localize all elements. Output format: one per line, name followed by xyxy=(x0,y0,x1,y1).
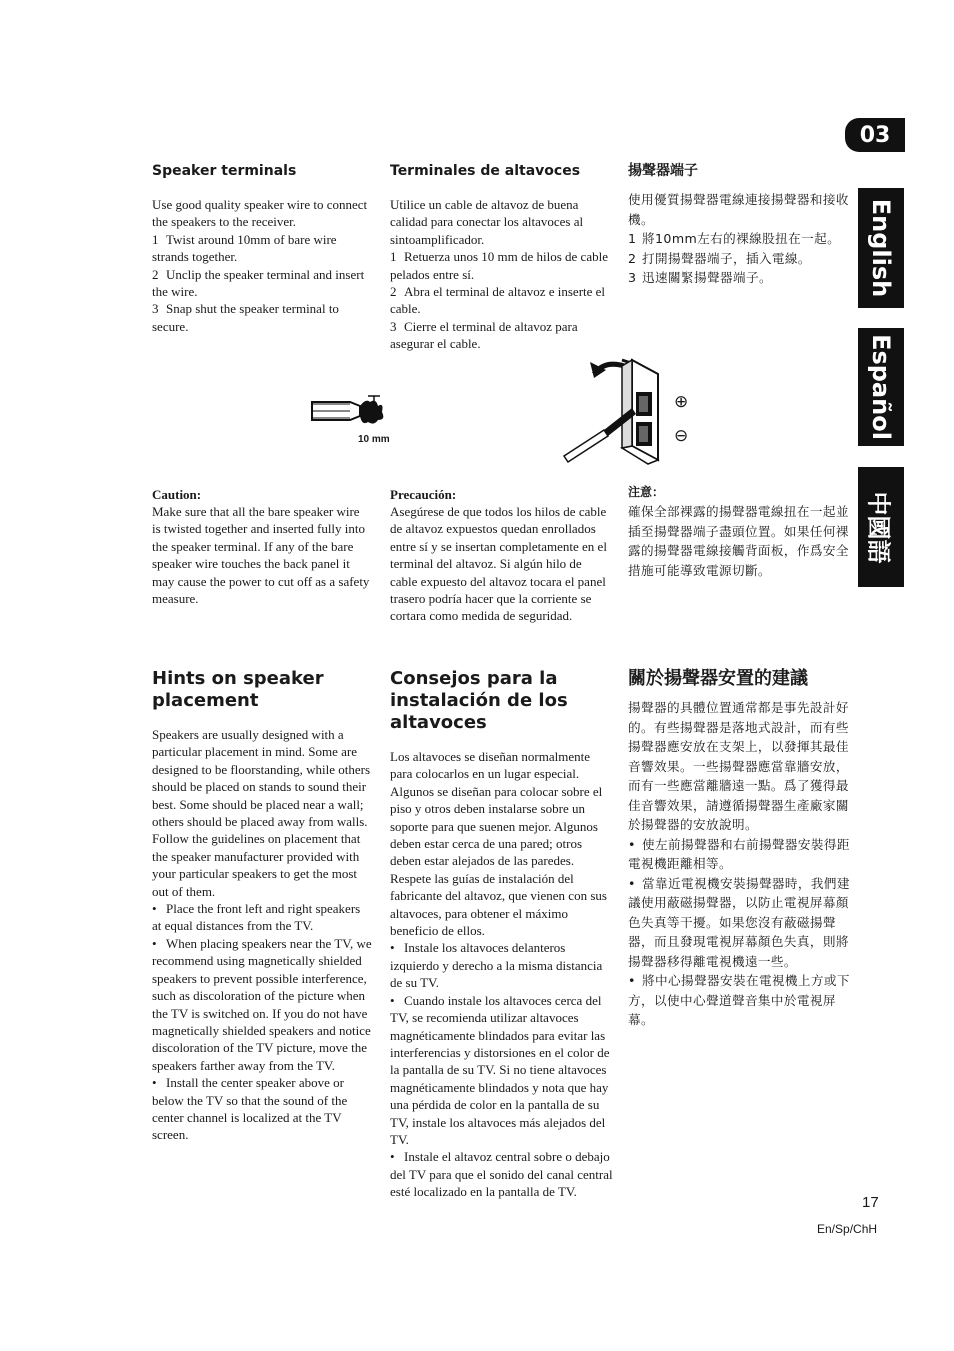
bullet-text: Place the front left and right speakers at equal distances from the TV. xyxy=(152,901,361,934)
tab-english-label: English xyxy=(867,198,896,298)
en-terminals-title: Speaker terminals xyxy=(152,163,297,179)
step-number: 3 xyxy=(152,301,159,317)
es-caution-text: Asegúrese de que todos los hilos de cable de altavoz expuestos quedan enrollados entre sí y se insertan completamente en el terminal del altavoz. Si algún hilo de cable expuesto del altavoz tocara el panel trasero podría hacer que la corriente se cortara como medida de seguridad. xyxy=(390,504,607,624)
plus-terminal-icon: ⊕ xyxy=(674,392,689,412)
es-terminals-section xyxy=(390,162,610,353)
tab-espanol[interactable] xyxy=(858,328,904,446)
zh-bullet xyxy=(628,971,850,1030)
speaker-terminal-illustration xyxy=(560,352,710,472)
tab-chinese-label: 中國語 xyxy=(864,491,893,563)
zh-hints-text: 揚聲器的具體位置通常都是事先設計好的。有些揚聲器是落地式設計，而有些揚聲器應安放在支架上，以發揮其最佳音響效果。一些揚聲器應當靠牆安放，而有一些應當離牆遠一點。爲了獲得最佳音響效果，請遵循揚聲器生產廠家關於揚聲器的安放說明。 xyxy=(628,700,849,832)
speaker-terminal-figure xyxy=(560,352,710,472)
zh-step xyxy=(628,249,850,269)
es-step xyxy=(390,248,610,283)
step-number: 1 xyxy=(628,231,637,246)
zh-terminals-intro: 使用優質揚聲器電線連接揚聲器和接收機。 xyxy=(628,192,849,227)
en-terminals-intro: Use good quality speaker wire to connect the speakers to the receiver. xyxy=(152,197,368,230)
es-hints-section xyxy=(390,668,614,1201)
chapter-badge xyxy=(845,118,905,152)
step-number: 1 xyxy=(152,231,159,247)
language-code: En/Sp/ChH xyxy=(817,1222,878,1236)
es-caution-title: Precaución: xyxy=(390,487,457,502)
en-hints-text: Speakers are usually designed with a particular placement in mind. Some are designed to be floorstanding, while others should be placed on stands to sound their best. Some should be placed near a wall; others should be placed away from walls. Follow the guidelines on placement that the speaker manufacturer provided with your particular speakers to get the most out of them. xyxy=(152,727,371,899)
step-text: Cierre el terminal de altavoz para asegurar el cable. xyxy=(390,318,578,352)
bullet-text: 將中心揚聲器安裝在電視機上方或下方，以使中心聲道聲音集中於電視屏幕。 xyxy=(628,973,850,1027)
es-terminals-intro: Utilice un cable de altavoz de buena calidad para conectar los altavoces al sintoamplificador. xyxy=(390,197,584,247)
bullet-icon: • xyxy=(152,1075,157,1091)
step-text: Unclip the speaker terminal and insert the wire. xyxy=(152,266,365,300)
bullet-icon: • xyxy=(390,1149,395,1165)
bullet-icon: • xyxy=(152,935,157,951)
zh-step xyxy=(628,268,850,288)
step-number: 2 xyxy=(152,266,159,282)
step-text: Abra el terminal de altavoz e inserte el cable. xyxy=(390,284,606,317)
bullet-icon: • xyxy=(152,901,157,917)
step-text: Retuerza unos 10 mm de hilos de cable pelados entre sí. xyxy=(390,249,608,282)
en-terminals-section xyxy=(152,162,370,335)
bullet-icon: • xyxy=(628,973,636,988)
es-caution xyxy=(390,486,612,625)
en-caution-text: Make sure that all the bare speaker wire is twisted together and inserted fully into the speaker terminal. If any of the bare speaker wire touches the back panel it may cause the power to cut off as a safety measure. xyxy=(152,504,370,607)
step-number: 3 xyxy=(628,270,637,285)
wire-length-label: 10 mm xyxy=(358,434,390,445)
step-text: 迅速關緊揚聲器端子。 xyxy=(642,270,772,285)
tab-chinese[interactable] xyxy=(858,467,904,587)
minus-terminal-icon: ⊖ xyxy=(674,426,689,446)
bullet-text: Instale los altavoces delanteros izquierdo y derecho a la misma distancia de su TV. xyxy=(390,940,603,991)
bullet-icon: • xyxy=(390,992,395,1008)
es-terminals-title: Terminales de altavoces xyxy=(390,163,581,179)
es-step xyxy=(390,318,610,353)
chapter-number: 03 xyxy=(859,122,891,148)
page-number: 17 xyxy=(862,1194,879,1211)
es-bullet xyxy=(390,939,614,991)
zh-terminals-title: 揚聲器端子 xyxy=(628,163,698,179)
stripped-wire-figure xyxy=(306,392,406,452)
zh-hints-section xyxy=(628,668,850,1030)
es-hints-text: Los altavoces se diseñan normalmente para colocarlos en un lugar especial. Algunos se diseñan para colocar sobre el piso y otros deben instalarse sobre un soporte para que suenen mejor. Algunos deben estar cerca de una pared; otros deben estar alejados de las paredes. Respete las guías de instalación del fabricante del altavoz, que vienen con sus altavoces, para obtener el máximo beneficio de ellos. xyxy=(390,749,607,939)
zh-bullet xyxy=(628,874,850,972)
step-number: 2 xyxy=(628,250,637,266)
bullet-icon: • xyxy=(628,875,636,891)
es-step xyxy=(390,283,610,318)
en-hints-title: Hints on speaker placement xyxy=(152,668,324,711)
bullet-text: Instale el altavoz central sobre o debajo del TV para que el sonido del canal central esté localizado en la pantalla de TV. xyxy=(390,1149,613,1200)
tab-english[interactable] xyxy=(858,188,904,308)
step-text: 打開揚聲器端子，插入電線。 xyxy=(642,250,811,266)
bullet-text: When placing speakers near the TV, we recommend using magnetically shielded speakers to prevent possible interference, such as discoloration of the picture when the TV is switched on. If you do not have magnetically shielded speakers and notice discoloration of the TV picture, move the speakers farther away from the TV. xyxy=(152,935,372,1073)
zh-caution xyxy=(628,482,850,580)
es-bullet xyxy=(390,1148,614,1200)
en-bullet xyxy=(152,1074,372,1144)
stripped-wire-illustration xyxy=(306,392,406,440)
zh-caution-title: 注意： xyxy=(628,485,665,499)
zh-caution-text: 確保全部裸露的揚聲器電線扭在一起並插至揚聲器端子盡頭位置。如果任何裸露的揚聲器電線接觸背面板，作爲安全措施可能導致電源切斷。 xyxy=(628,504,849,578)
zh-hints-title: 關於揚聲器安置的建議 xyxy=(628,668,808,689)
bullet-text: 當靠近電視機安裝揚聲器時，我們建議使用蔽磁揚聲器，以防止電視屏幕顏色失真等干擾。如果您沒有蔽磁揚聲器，而且發現電視屏幕顏色失真，則將揚聲器移得離電視機遠一些。 xyxy=(628,875,850,969)
step-number: 1 xyxy=(390,249,397,265)
en-caution-title: Caution: xyxy=(152,487,202,502)
en-step xyxy=(152,231,370,266)
bullet-icon: • xyxy=(628,836,636,852)
bullet-icon: • xyxy=(390,940,395,956)
en-hints-section xyxy=(152,668,372,1144)
bullet-text: Install the center speaker above or below the TV so that the sound of the center channel is localized at the TV screen. xyxy=(152,1075,348,1143)
zh-step xyxy=(628,229,850,249)
en-step xyxy=(152,266,370,301)
step-text: Snap shut the speaker terminal to secure. xyxy=(152,301,339,334)
en-bullet xyxy=(152,900,372,935)
en-bullet xyxy=(152,935,372,1074)
en-caution xyxy=(152,486,370,607)
step-text: Twist around 10mm of bare wire strands together. xyxy=(152,231,337,265)
bullet-text: 使左前揚聲器和右前揚聲器安裝得距電視機距離相等。 xyxy=(628,836,850,871)
zh-terminals-section xyxy=(628,162,850,288)
step-text: 將10mm左右的裸線股扭在一起。 xyxy=(642,231,841,246)
bullet-text: Cuando instale los altavoces cerca del TV, se recomienda utilizar altavoces magnéticamente blindados para evitar las interferencias y distorsiones en el color de la pantalla de su TV. Si no tiene altavoces magnéticamente blindados y nota que hay una pérdida de color en la pantalla de su TV, instale los altavoces más alejados del TV. xyxy=(390,992,610,1147)
es-bullet xyxy=(390,992,614,1149)
zh-bullet xyxy=(628,835,850,874)
en-step xyxy=(152,300,370,335)
tab-espanol-label: Español xyxy=(867,334,896,440)
step-number: 2 xyxy=(390,284,397,300)
es-hints-title: Consejos para la instalación de los altavoces xyxy=(390,668,568,733)
step-number: 3 xyxy=(390,318,397,334)
